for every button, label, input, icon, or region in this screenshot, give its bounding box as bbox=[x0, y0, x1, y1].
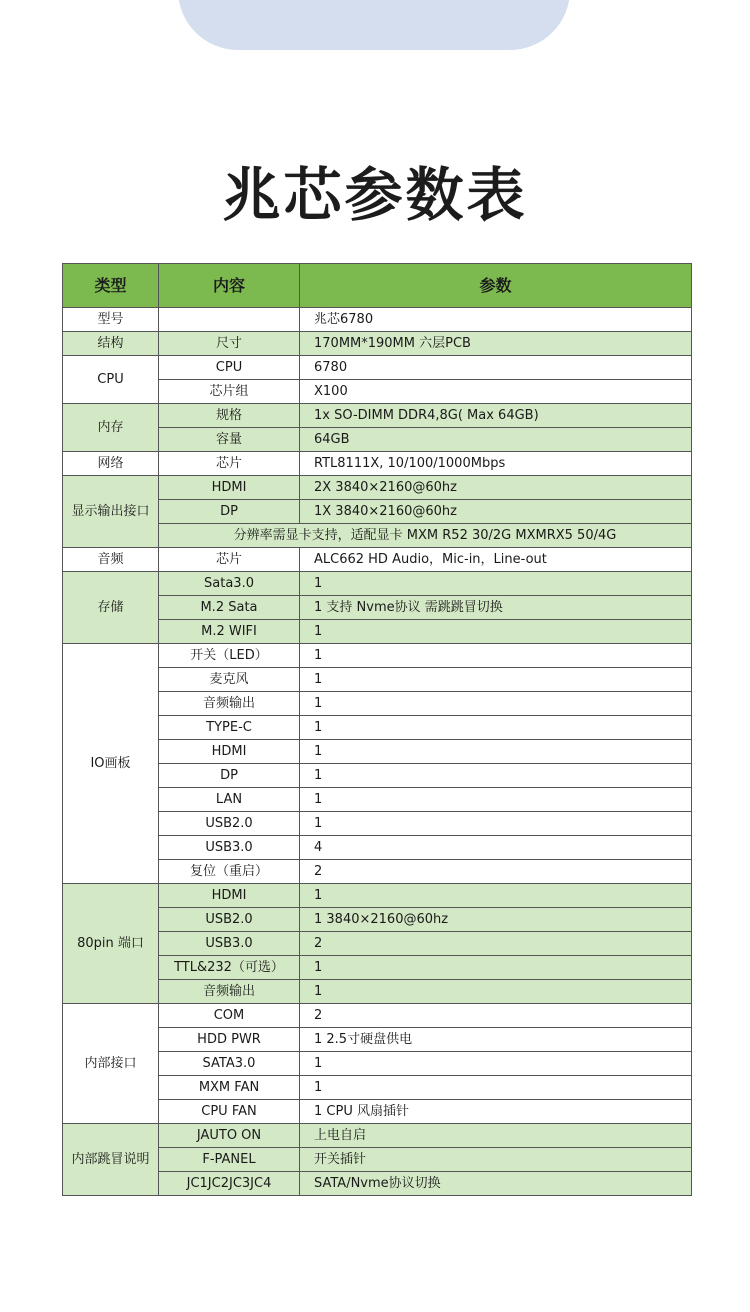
category-cell: 内部跳冒说明 bbox=[63, 1124, 159, 1196]
item-cell: TTL&232（可选） bbox=[159, 956, 300, 980]
table-row bbox=[63, 404, 692, 428]
spec-table bbox=[62, 263, 692, 1196]
value-cell: 1 3840×2160@60hz bbox=[300, 908, 692, 932]
value-cell: 1 2.5寸硬盘供电 bbox=[300, 1028, 692, 1052]
value-cell: 170MM*190MM 六层PCB bbox=[300, 332, 692, 356]
item-cell: COM bbox=[159, 1004, 300, 1028]
category-cell: 内部接口 bbox=[63, 1004, 159, 1124]
item-cell: Sata3.0 bbox=[159, 572, 300, 596]
value-cell: 1 支持 Nvme协议 需跳跳冒切换 bbox=[300, 596, 692, 620]
item-cell: USB2.0 bbox=[159, 908, 300, 932]
value-cell: 1 bbox=[300, 1052, 692, 1076]
item-cell: 麦克风 bbox=[159, 668, 300, 692]
value-cell: 1 bbox=[300, 692, 692, 716]
item-cell: HDMI bbox=[159, 476, 300, 500]
value-cell: 1 bbox=[300, 764, 692, 788]
value-cell: 兆芯6780 bbox=[300, 308, 692, 332]
table-row bbox=[63, 332, 692, 356]
item-cell: M.2 Sata bbox=[159, 596, 300, 620]
item-cell: 芯片组 bbox=[159, 380, 300, 404]
category-cell: IO画板 bbox=[63, 644, 159, 884]
table-row bbox=[63, 452, 692, 476]
table-row bbox=[63, 548, 692, 572]
item-cell: USB3.0 bbox=[159, 932, 300, 956]
category-cell: 存储 bbox=[63, 572, 159, 644]
value-cell: 1 bbox=[300, 956, 692, 980]
item-cell: F-PANEL bbox=[159, 1148, 300, 1172]
item-cell: JAUTO ON bbox=[159, 1124, 300, 1148]
value-cell: 1 bbox=[300, 812, 692, 836]
value-cell: 2X 3840×2160@60hz bbox=[300, 476, 692, 500]
value-cell: 1 bbox=[300, 644, 692, 668]
item-cell: TYPE-C bbox=[159, 716, 300, 740]
table-header-row bbox=[63, 264, 692, 308]
table-row bbox=[63, 1004, 692, 1028]
item-cell: 复位（重启） bbox=[159, 860, 300, 884]
item-cell: USB3.0 bbox=[159, 836, 300, 860]
item-cell bbox=[159, 308, 300, 332]
value-cell: 1 bbox=[300, 620, 692, 644]
item-cell: HDMI bbox=[159, 884, 300, 908]
value-cell: 2 bbox=[300, 932, 692, 956]
table-row bbox=[63, 308, 692, 332]
value-cell: ALC662 HD Audio，Mic-in，Line-out bbox=[300, 548, 692, 572]
item-cell: USB2.0 bbox=[159, 812, 300, 836]
value-cell: 1 CPU 风扇插针 bbox=[300, 1100, 692, 1124]
item-cell: M.2 WIFI bbox=[159, 620, 300, 644]
item-cell: 音频输出 bbox=[159, 980, 300, 1004]
value-cell: 2 bbox=[300, 1004, 692, 1028]
value-cell: 1 bbox=[300, 884, 692, 908]
table-row bbox=[63, 356, 692, 380]
category-cell: 显示输出接口 bbox=[63, 476, 159, 548]
item-cell: 规格 bbox=[159, 404, 300, 428]
category-cell: 网络 bbox=[63, 452, 159, 476]
table-row bbox=[63, 572, 692, 596]
value-cell: 1 bbox=[300, 668, 692, 692]
value-cell: 1 bbox=[300, 788, 692, 812]
item-cell: LAN bbox=[159, 788, 300, 812]
item-cell: DP bbox=[159, 764, 300, 788]
note-cell: 分辨率需显卡支持，适配显卡 MXM R52 30/2G MXMRX5 50/4G bbox=[159, 524, 692, 548]
value-cell: SATA/Nvme协议切换 bbox=[300, 1172, 692, 1196]
value-cell: 1 bbox=[300, 1076, 692, 1100]
item-cell: 芯片 bbox=[159, 548, 300, 572]
value-cell: 开关插针 bbox=[300, 1148, 692, 1172]
page-title: 兆芯参数表 bbox=[222, 161, 528, 229]
item-cell: 尺寸 bbox=[159, 332, 300, 356]
header-params: 参数 bbox=[300, 264, 692, 308]
value-cell: 64GB bbox=[300, 428, 692, 452]
header-type: 类型 bbox=[63, 264, 159, 308]
value-cell: 1 bbox=[300, 980, 692, 1004]
item-cell: 芯片 bbox=[159, 452, 300, 476]
table-row bbox=[63, 1124, 692, 1148]
item-cell: CPU bbox=[159, 356, 300, 380]
item-cell: JC1JC2JC3JC4 bbox=[159, 1172, 300, 1196]
top-decorative-tab bbox=[178, 0, 570, 50]
table-row bbox=[63, 476, 692, 500]
item-cell: 音频输出 bbox=[159, 692, 300, 716]
value-cell: 上电自启 bbox=[300, 1124, 692, 1148]
value-cell: 4 bbox=[300, 836, 692, 860]
value-cell: 2 bbox=[300, 860, 692, 884]
category-cell: 80pin 端口 bbox=[63, 884, 159, 1004]
category-cell: 音频 bbox=[63, 548, 159, 572]
value-cell: 1 bbox=[300, 716, 692, 740]
value-cell: 1 bbox=[300, 572, 692, 596]
header-content: 内容 bbox=[159, 264, 300, 308]
value-cell: 1x SO-DIMM DDR4,8G( Max 64GB) bbox=[300, 404, 692, 428]
value-cell: RTL8111X, 10/100/1000Mbps bbox=[300, 452, 692, 476]
category-cell: 结构 bbox=[63, 332, 159, 356]
value-cell: 1X 3840×2160@60hz bbox=[300, 500, 692, 524]
item-cell: HDMI bbox=[159, 740, 300, 764]
category-cell: CPU bbox=[63, 356, 159, 404]
item-cell: MXM FAN bbox=[159, 1076, 300, 1100]
value-cell: 1 bbox=[300, 740, 692, 764]
value-cell: X100 bbox=[300, 380, 692, 404]
item-cell: CPU FAN bbox=[159, 1100, 300, 1124]
item-cell: 开关（LED） bbox=[159, 644, 300, 668]
item-cell: 容量 bbox=[159, 428, 300, 452]
value-cell: 6780 bbox=[300, 356, 692, 380]
item-cell: HDD PWR bbox=[159, 1028, 300, 1052]
item-cell: DP bbox=[159, 500, 300, 524]
item-cell: SATA3.0 bbox=[159, 1052, 300, 1076]
category-cell: 型号 bbox=[63, 308, 159, 332]
table-row bbox=[63, 644, 692, 668]
category-cell: 内存 bbox=[63, 404, 159, 452]
table-row bbox=[63, 884, 692, 908]
